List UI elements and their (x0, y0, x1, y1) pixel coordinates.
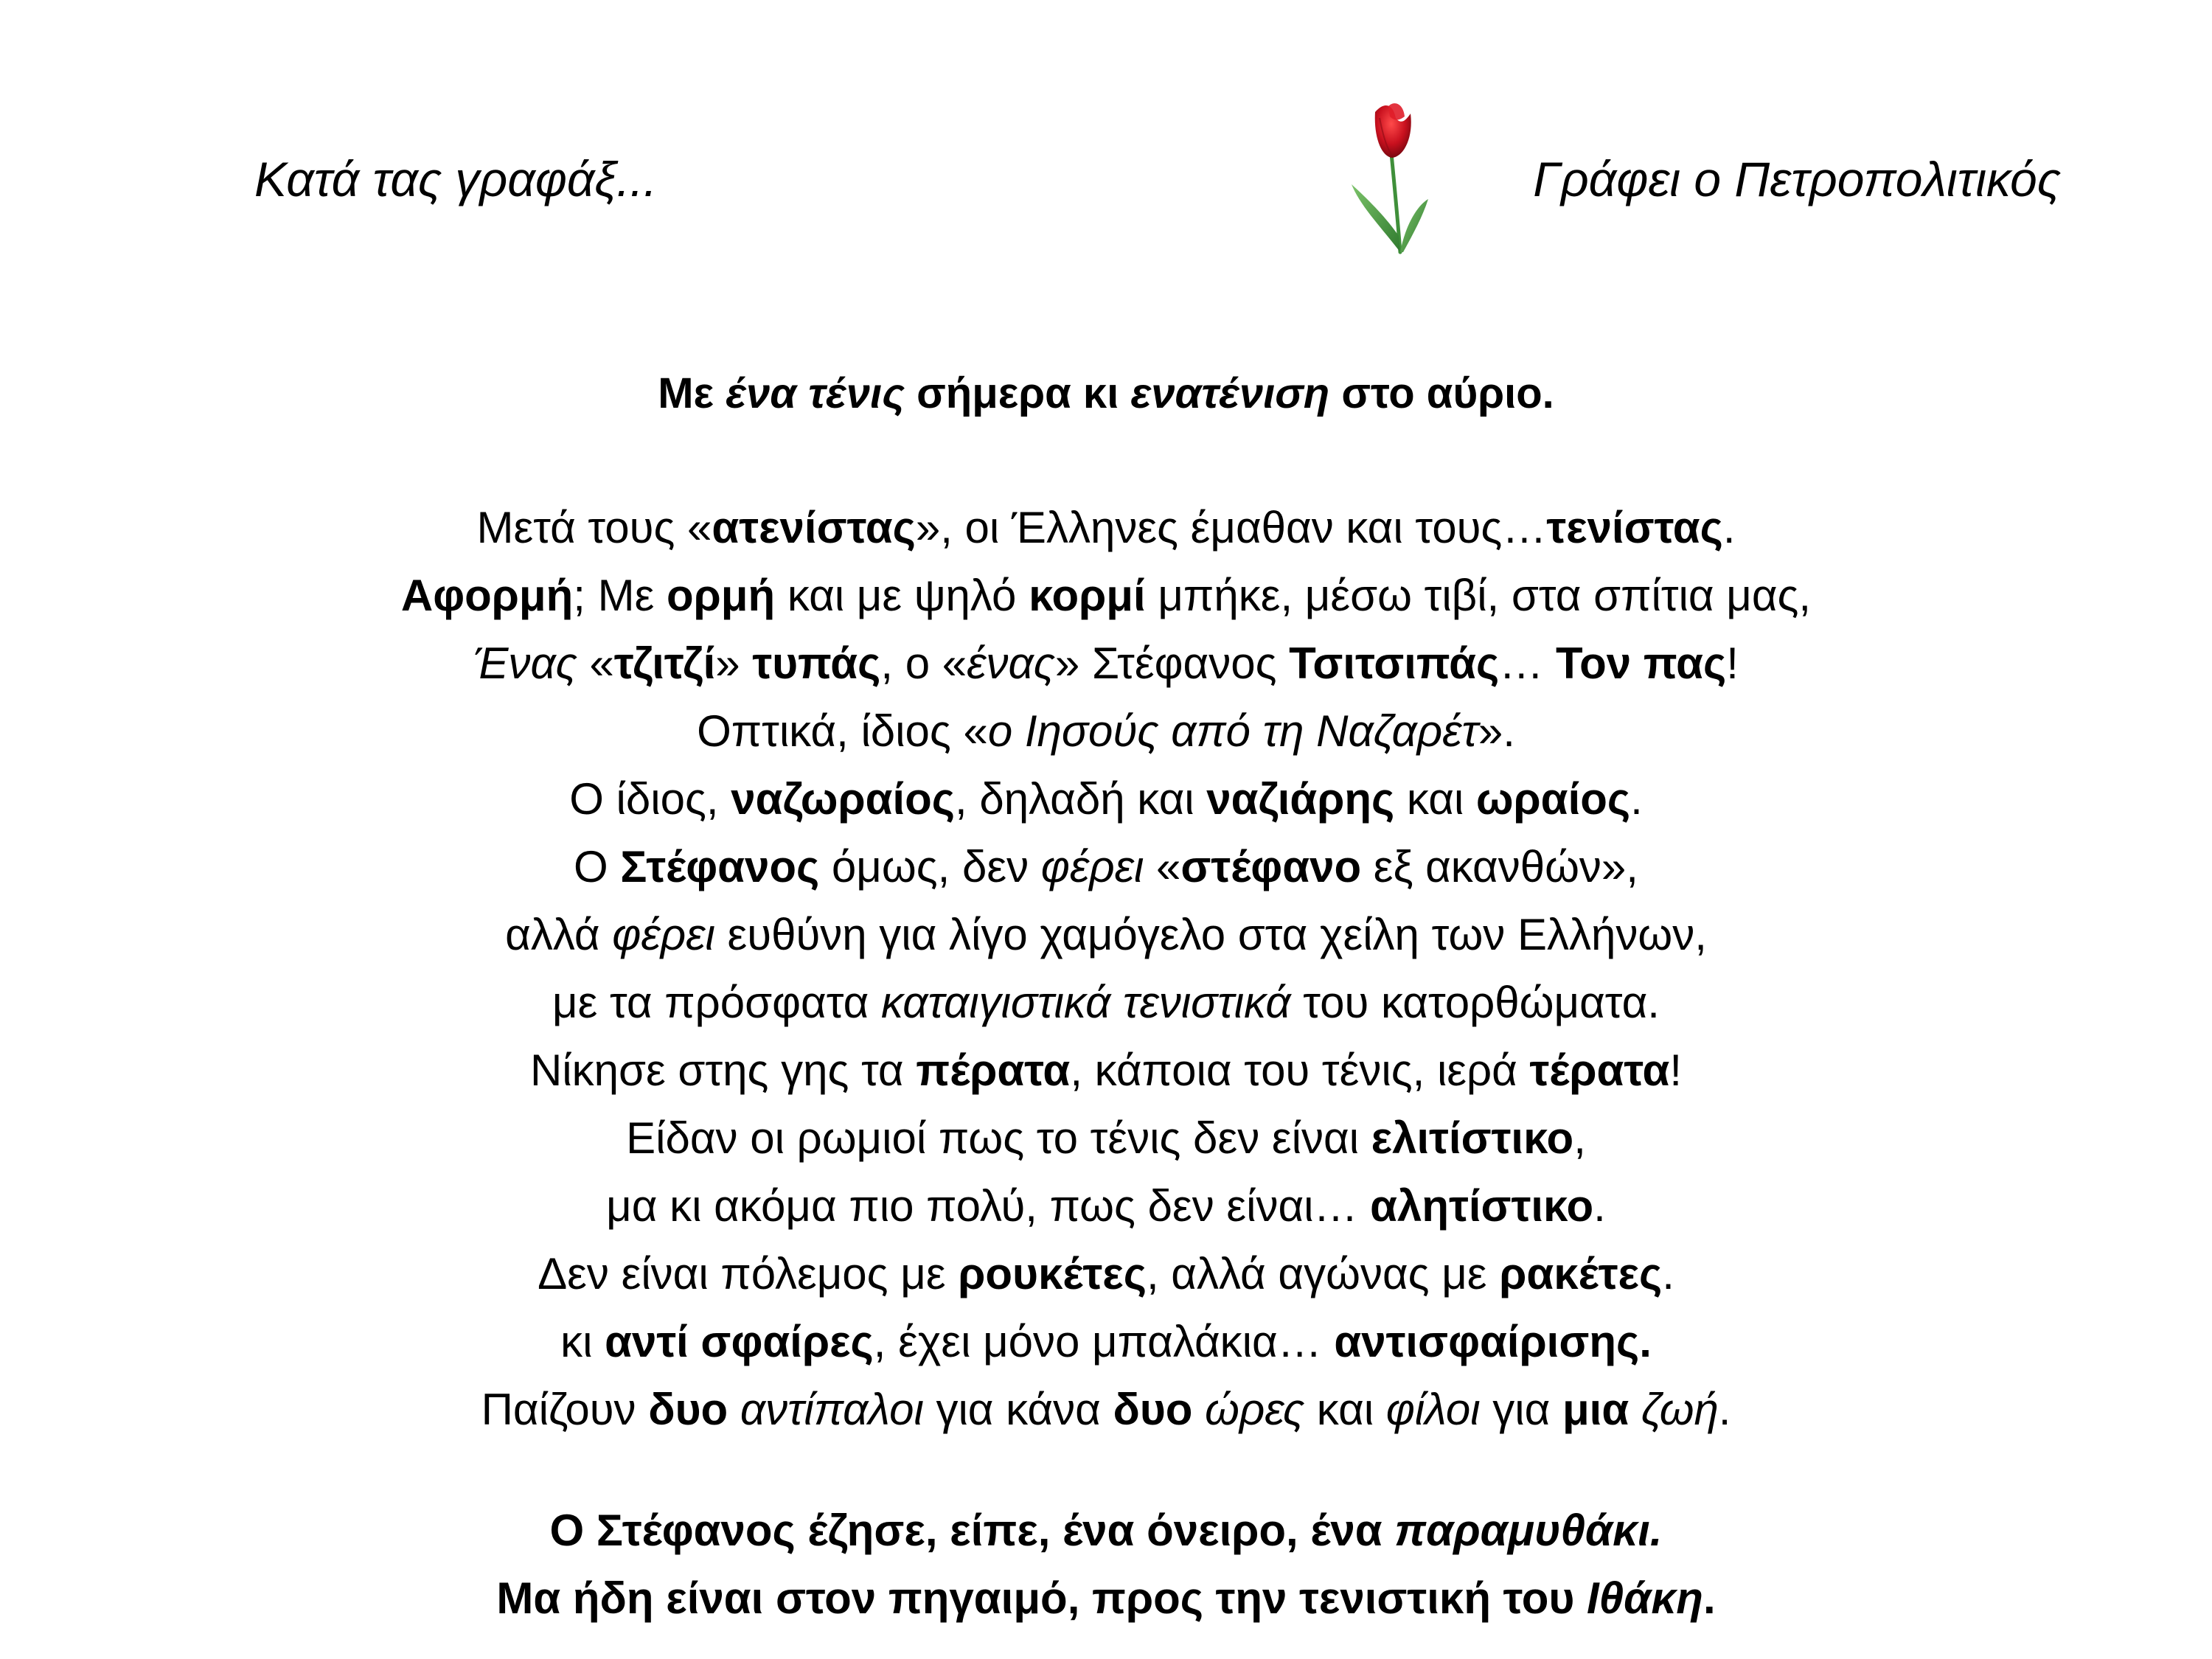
text-segment: ορμή (667, 571, 776, 620)
poem-line (0, 698, 2212, 765)
text-segment: », οι Έλληνες έμαθαν και τους… (915, 503, 1547, 552)
poem-line (0, 1376, 2212, 1444)
text-segment: ο Ιησούς από τη Ναζαρέτ (987, 706, 1478, 756)
text-segment: ! (1726, 639, 1739, 688)
text-segment: τέρατα (1529, 1046, 1670, 1095)
text-segment: μπήκε, μέσω τιβί, στα σπίτια μας, (1145, 571, 1812, 620)
text-segment: Ο (574, 842, 621, 891)
poem-line (0, 1105, 2212, 1172)
poem-line (0, 1037, 2212, 1105)
text-segment: ζωή (1641, 1385, 1719, 1434)
text-segment: αντί σφαίρες (605, 1317, 874, 1366)
text-segment: Είδαν οι ρωμιοί πως το τένις δεν είναι (626, 1113, 1371, 1163)
text-segment: μια (1562, 1385, 1630, 1434)
text-segment: . (1593, 1181, 1606, 1231)
text-segment: μα κι ακόμα πιο πολύ, πως δεν είναι… (606, 1181, 1371, 1231)
text-segment: κορμί (1029, 571, 1146, 620)
text-segment: φίλοι (1385, 1385, 1481, 1434)
text-segment: Μετά τους « (476, 503, 712, 552)
text-segment: . (1703, 1573, 1716, 1623)
text-segment: φέρει (612, 910, 715, 959)
text-segment: σήμερα κι (905, 369, 1131, 417)
text-segment: και με ψηλό (775, 571, 1029, 620)
text-segment: Τσιτσιπάς (1289, 639, 1500, 688)
text-segment: Ο Στέφανος έζησε, είπε, ένα όνειρο, ένα (549, 1506, 1395, 1555)
text-segment: τυπάς (752, 639, 881, 688)
text-segment: τζιτζί (613, 639, 716, 688)
text-segment: δυο (1113, 1385, 1193, 1434)
text-segment: κι (560, 1317, 605, 1366)
text-segment: Νίκησε στης γης τα (529, 1046, 917, 1095)
text-segment: « (1144, 842, 1181, 891)
tulip-icon (1346, 96, 1441, 258)
text-segment: ένα τένις (726, 369, 905, 417)
text-segment: ρουκέτες (958, 1249, 1147, 1298)
text-segment: του κατορθώματα. (1290, 978, 1660, 1027)
text-segment: στο αύριο. (1329, 369, 1554, 417)
text-segment: Οπτικά, ίδιος « (697, 706, 988, 756)
text-segment: ατενίστας (712, 503, 916, 552)
poem-line (0, 901, 2212, 969)
text-segment: Αφορμή (400, 571, 574, 620)
text-segment: Μα ήδη είναι στον πηγαιμό, προς την τενιστική του (496, 1573, 1587, 1623)
poem-line (0, 630, 2212, 698)
text-segment: , κάποια του τένις, ιερά (1070, 1046, 1530, 1095)
text-segment: φέρει (1040, 842, 1144, 891)
text-segment: παραμυθάκι. (1394, 1506, 1663, 1555)
text-segment: ευθύνη για λίγο χαμόγελο στα χείλη των Ελλήνων, (714, 910, 1707, 959)
poem-line (0, 1308, 2212, 1376)
text-segment: ωραίος (1475, 774, 1631, 824)
header-left-text: Κατά τας γραφάξ... (254, 152, 658, 206)
text-segment: καταιγιστικά τενιστικά (880, 978, 1291, 1027)
poem-line (0, 494, 2212, 562)
text-segment: . (1662, 1249, 1674, 1298)
text-segment: για κάνα (923, 1385, 1113, 1434)
text-segment: ένας (967, 639, 1055, 688)
poem-line (0, 969, 2212, 1037)
closing-line (0, 1565, 2212, 1632)
text-segment: στέφανο (1180, 842, 1362, 891)
text-segment: για (1480, 1385, 1562, 1434)
poem-line (0, 765, 2212, 833)
text-segment: Ο ίδιος, (569, 774, 731, 824)
text-segment: … (1499, 639, 1556, 688)
text-segment: τενίστας (1546, 503, 1723, 552)
text-segment: » (715, 639, 753, 688)
text-segment: , (1573, 1113, 1586, 1163)
text-segment: Στέφανος (620, 842, 820, 891)
text-segment: ελιτίστικο (1371, 1113, 1574, 1163)
poem-line (0, 1172, 2212, 1240)
text-segment: με τα πρόσφατα (552, 978, 881, 1027)
text-segment: δυο (648, 1385, 728, 1434)
text-segment: Δεν είναι πόλεμος με (538, 1249, 959, 1298)
header-right-text: Γράφει ο Πετροπολιτικός (1533, 152, 2061, 206)
article-title (0, 369, 2212, 418)
closing-lines (0, 1497, 2212, 1632)
text-segment: Ένας (473, 639, 577, 688)
text-segment: ναζωραίος (731, 774, 955, 824)
text-segment: , έχει μόνο μπαλάκια… (873, 1317, 1335, 1366)
poem-line (0, 833, 2212, 901)
text-segment: ενατένιση (1130, 369, 1330, 417)
poem-body (0, 494, 2212, 1444)
text-segment: , αλλά αγώνας με (1146, 1249, 1500, 1298)
text-segment: και (1394, 774, 1476, 824)
text-segment: ». (1478, 706, 1515, 756)
text-segment: . (1722, 503, 1736, 552)
text-segment: αλλά (505, 910, 613, 959)
text-segment: Τον πας (1555, 639, 1727, 688)
text-segment: » Στέφανος (1054, 639, 1290, 688)
text-segment: . (1718, 1385, 1731, 1434)
text-segment: και (1304, 1385, 1386, 1434)
text-segment: ; Με (573, 571, 667, 620)
text-segment: αλητίστικο (1370, 1181, 1594, 1231)
text-segment: « (577, 639, 614, 688)
text-segment: πέρατα (916, 1046, 1071, 1095)
text-segment: ναζιάρης (1206, 774, 1395, 824)
text-segment (728, 1385, 740, 1434)
text-segment: . (1630, 774, 1643, 824)
text-segment (1192, 1385, 1205, 1434)
text-segment: Ιθάκη (1587, 1573, 1703, 1623)
poem-line (0, 1240, 2212, 1308)
text-segment: εξ ακανθών», (1361, 842, 1638, 891)
text-segment (1629, 1385, 1641, 1434)
text-segment: ρακέτες (1499, 1249, 1663, 1298)
closing-line (0, 1497, 2212, 1565)
text-segment: ! (1669, 1046, 1683, 1095)
text-segment: Παίζουν (481, 1385, 649, 1434)
text-segment: όμως, δεν (819, 842, 1041, 891)
text-segment: αντισφαίρισης. (1334, 1317, 1652, 1366)
text-segment: Με (658, 369, 726, 417)
text-segment: , δηλαδή και (954, 774, 1207, 824)
text-segment: αντίπαλοι (740, 1385, 924, 1434)
text-segment: , ο « (880, 639, 967, 688)
text-segment: ώρες (1205, 1385, 1305, 1434)
poem-line (0, 562, 2212, 630)
